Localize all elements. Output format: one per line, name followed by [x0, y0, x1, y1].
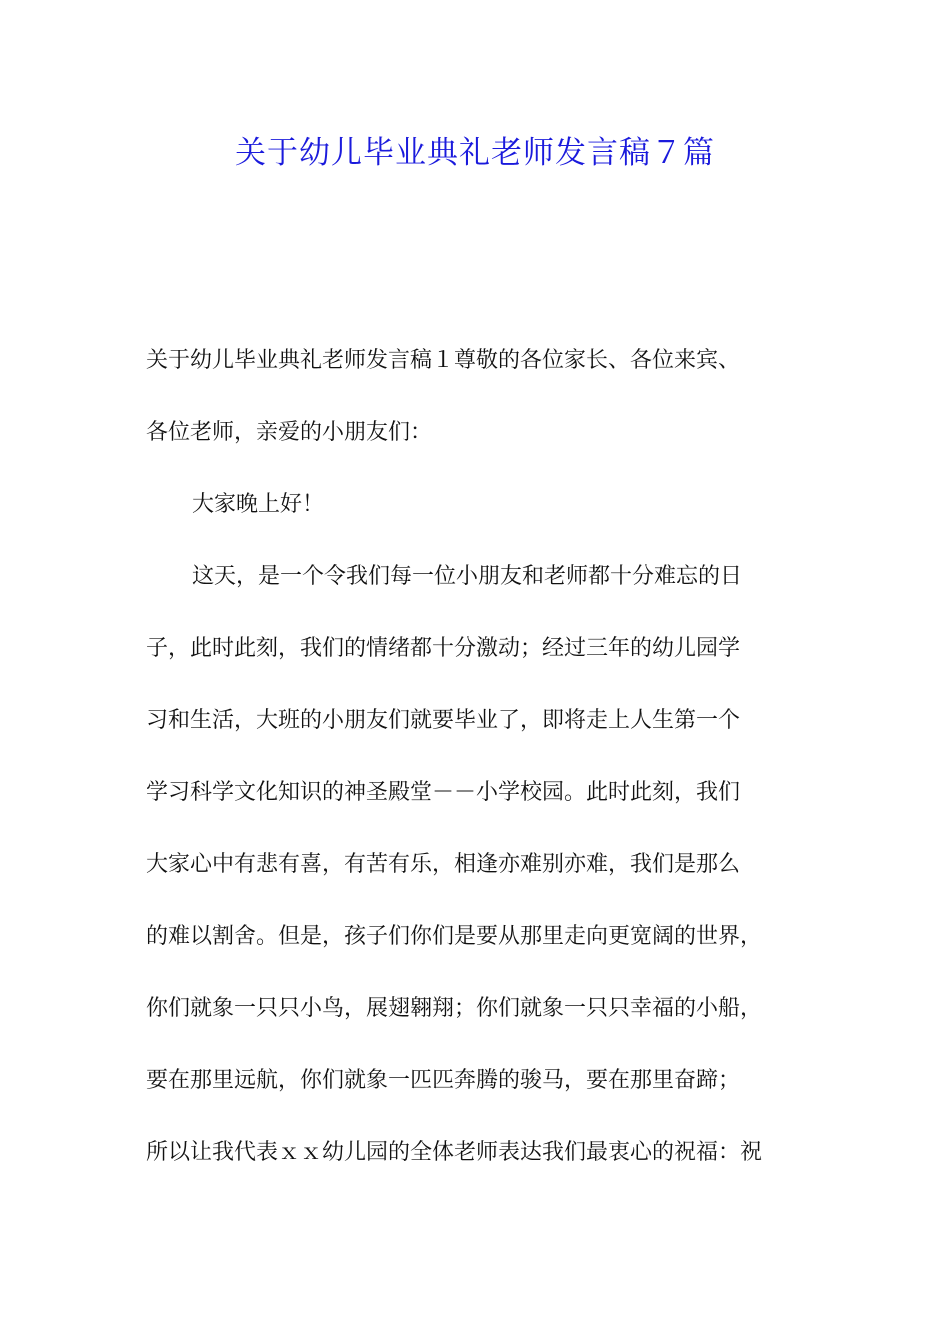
body-line: 所以让我代表ｘｘ幼儿园的全体老师表达我们最衷心的祝福：祝	[146, 1140, 763, 1165]
document-title: 关于幼儿毕业典礼老师发言稿７篇	[235, 135, 715, 171]
document-body	[146, 337, 806, 1201]
body-line: 要在那里远航，你们就象一匹匹奔腾的骏马，要在那里奋蹄；	[146, 1068, 741, 1093]
body-line: 大家心中有悲有喜，有苦有乐，相逢亦难别亦难，我们是那么	[146, 852, 741, 877]
body-line: 习和生活，大班的小朋友们就要毕业了，即将走上人生第一个	[146, 708, 741, 733]
body-line: 各位老师，亲爱的小朋友们：	[146, 420, 433, 445]
body-line: 关于幼儿毕业典礼老师发言稿１尊敬的各位家长、各位来宾、	[146, 348, 741, 373]
body-line-paragraph-start: 这天，是一个令我们每一位小朋友和老师都十分难忘的日	[192, 564, 743, 589]
body-line: 你们就象一只只小鸟，展翅翱翔；你们就象一只只幸福的小船，	[146, 996, 763, 1021]
body-line: 学习科学文化知识的神圣殿堂－－小学校园。此时此刻，我们	[146, 780, 741, 805]
body-line: 子，此时此刻，我们的情绪都十分激动；经过三年的幼儿园学	[146, 636, 741, 661]
body-line: 的难以割舍。但是，孩子们你们是要从那里走向更宽阔的世界，	[146, 924, 763, 949]
body-line-greeting: 大家晚上好！	[192, 492, 325, 517]
